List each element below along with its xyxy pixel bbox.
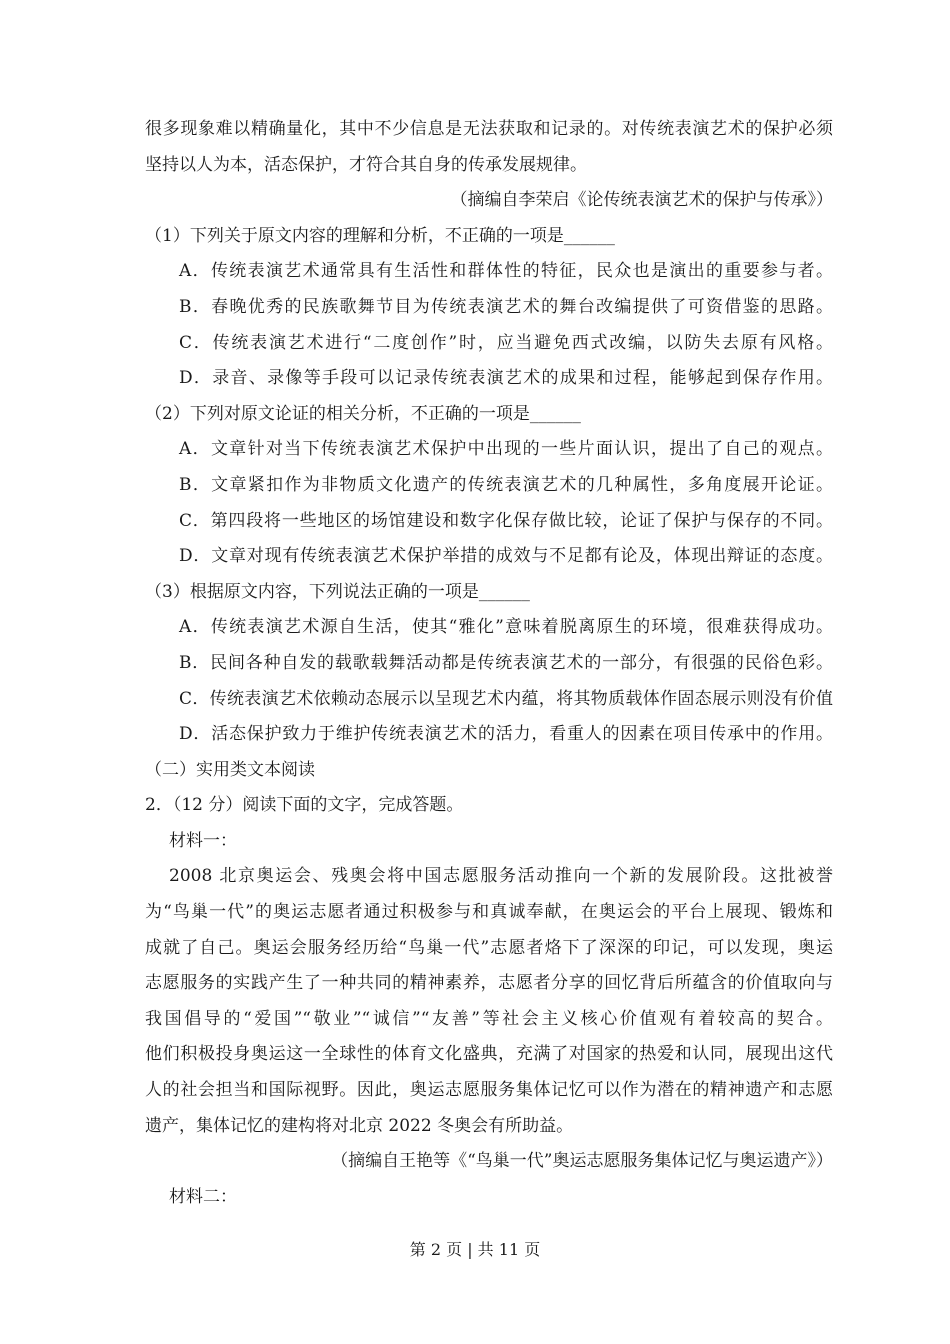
material-1-heading: 材料一： [169, 830, 237, 851]
section-heading: （二）实用类文本阅读 [145, 759, 315, 780]
paragraph-line: 志愿服务的实践产生了一种共同的精神素养，志愿者分享的回忆背后所蕴含的价值取向与 [145, 973, 833, 994]
paragraph-line: 我国倡导的“爱国”“敬业”“诚信”“友善”等社会主义核心价值观有着较高的契合。 [145, 1008, 833, 1029]
paragraph-line: 人的社会担当和国际视野。因此，奥运志愿服务集体记忆可以作为潜在的精神遗产和志愿 [145, 1080, 833, 1101]
question-2-option-b: B．文章紧扣作为非物质文化遗产的传统表演艺术的几种属性，多角度展开论证。 [179, 474, 833, 495]
paragraph-line: 他们积极投身奥运这一全球性的体育文化盛典，充满了对国家的热爱和认同，展现出这代 [145, 1044, 833, 1065]
question-3-option-b: B．民间各种自发的载歌载舞活动都是传统表演艺术的一部分，有很强的民俗色彩。 [179, 652, 833, 673]
question-1-stem: （1）下列关于原文内容的理解和分析，不正确的一项是______ [145, 225, 615, 246]
paragraph-line: 成就了自己。奥运会服务经历给“鸟巢一代”志愿者烙下了深深的印记，可以发现，奥运 [145, 937, 833, 958]
question-2-option-d: D．文章对现有传统表演艺术保护举措的成效与不足都有论及，体现出辩证的态度。 [179, 546, 833, 567]
material-2-heading: 材料二： [169, 1186, 237, 1207]
question-3-stem: （3）根据原文内容，下列说法正确的一项是______ [145, 581, 530, 602]
question-1-option-b: B．春晚优秀的民族歌舞节目为传统表演艺术的舞台改编提供了可资借鉴的思路。 [179, 296, 833, 317]
continuation-line: 坚持以人为本，活态保护，才符合其自身的传承发展规律。 [145, 154, 587, 175]
question-3-option-a: A．传统表演艺术源自生活，使其“雅化”意味着脱离原生的环境，很难获得成功。 [179, 617, 833, 638]
item-2-instruction: 2．（12 分）阅读下面的文字，完成答题。 [145, 795, 464, 816]
paragraph-line: 遗产，集体记忆的建构将对北京 2022 冬奥会有所助益。 [145, 1115, 574, 1136]
question-3-option-d: D．活态保护致力于维护传统表演艺术的活力，看重人的因素在项目传承中的作用。 [179, 724, 833, 745]
question-3-option-c: C．传统表演艺术依赖动态展示以呈现艺术内蕴，将其物质载体作固态展示则没有价值 [179, 688, 833, 709]
continuation-line: 很多现象难以精确量化，其中不少信息是无法获取和记录的。对传统表演艺术的保护必须 [145, 119, 833, 139]
question-1-option-d: D．录音、录像等手段可以记录传统表演艺术的成果和过程，能够起到保存作用。 [179, 368, 833, 389]
paragraph-line: 为“鸟巢一代”的奥运志愿者通过积极参与和真诚奉献，在奥运会的平台上展现、锻炼和 [145, 902, 833, 923]
question-1-option-c: C．传统表演艺术进行“二度创作”时，应当避免西式改编，以防失去原有风格。 [179, 332, 833, 353]
attribution-line: （摘编自李荣启《论传统表演艺术的保护与传承》） [450, 190, 833, 211]
question-2-option-a: A．文章针对当下传统表演艺术保护中出现的一些片面认识，提出了自己的观点。 [179, 439, 833, 460]
document-body [145, 112, 833, 1215]
question-2-option-c: C．第四段将一些地区的场馆建设和数字化保存做比较，论证了保护与保存的不同。 [179, 510, 833, 531]
question-2-stem: （2）下列对原文论证的相关分析，不正确的一项是______ [145, 403, 581, 424]
page-footer [0, 1238, 950, 1262]
page-number-indicator: 第 2 页 | 共 11 页 [409, 1240, 541, 1259]
paragraph-line: 2008 北京奥运会、残奥会将中国志愿服务活动推向一个新的发展阶段。这批被誉 [169, 866, 833, 887]
attribution-line: （摘编自王艳等《“鸟巢一代”奥运志愿服务集体记忆与奥运遗产》） [331, 1151, 833, 1172]
question-1-option-a: A．传统表演艺术通常具有生活性和群体性的特征，民众也是演出的重要参与者。 [179, 261, 833, 282]
